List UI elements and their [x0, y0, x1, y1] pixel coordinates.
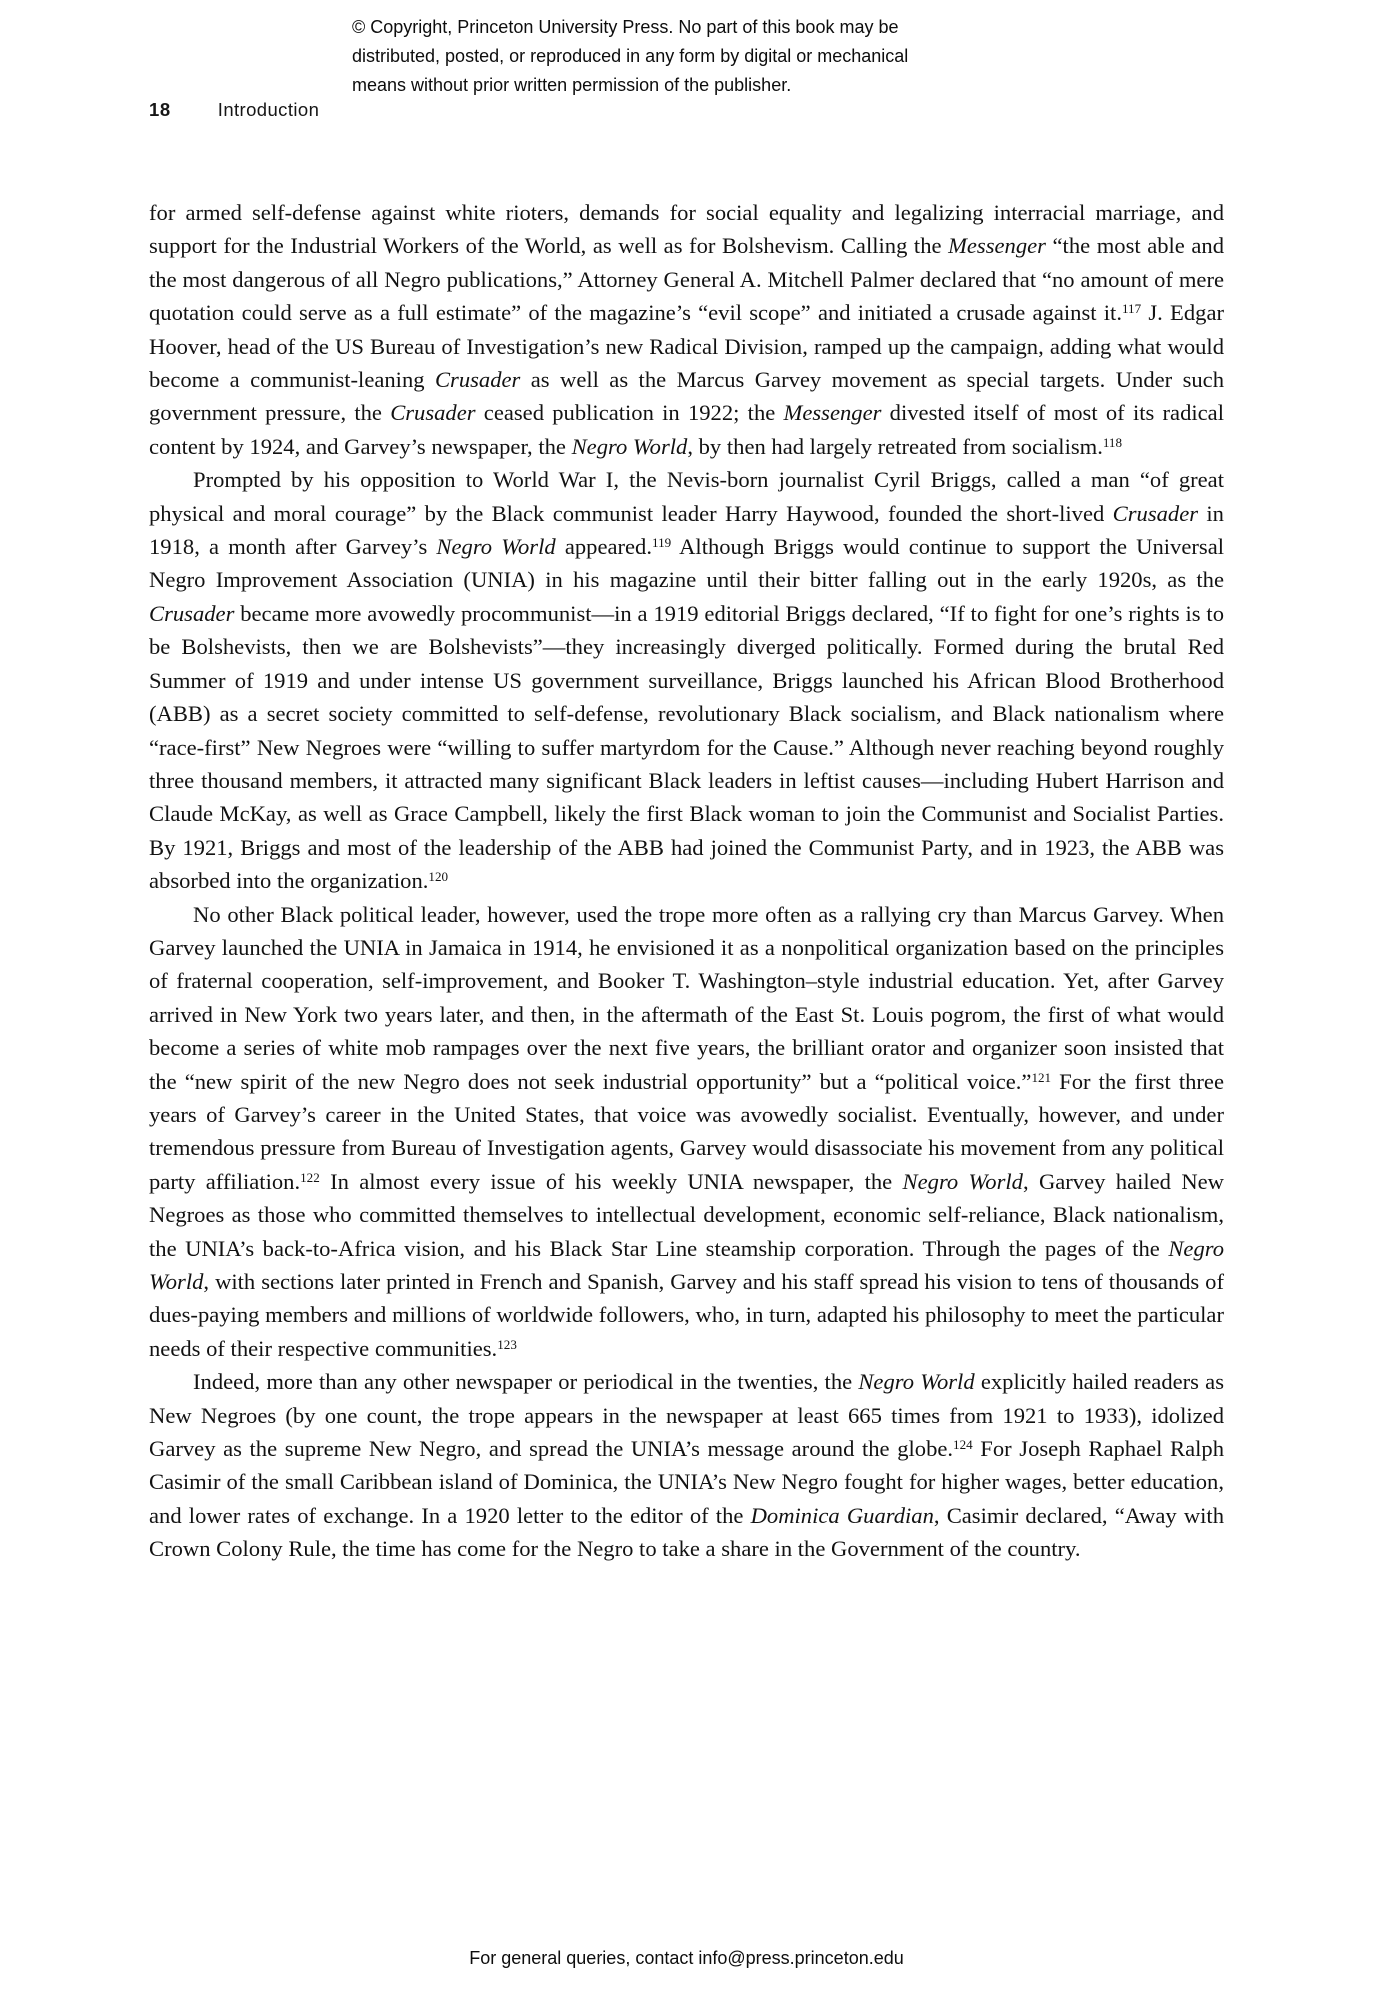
text-run: appeared. — [555, 534, 653, 560]
text-run: Messenger — [948, 233, 1046, 259]
text-run: Although Briggs would continue to support the Universal Negro Improvement Association (UNIA) in his magazine until their bitter falling out in the early 1920s, as the — [149, 534, 1224, 593]
running-head-title: Introduction — [217, 99, 320, 120]
page-number: 18 — [149, 99, 171, 120]
text-run: , Casimir declared, “Away with Crown Colony Rule, the time has come for the Negro to take a share in the Government of the country. — [149, 1502, 1224, 1562]
text-run: divested itself of most of its radical content by 1924, and Garvey’s newspaper, the — [149, 400, 1224, 459]
paragraph-1 — [149, 196, 1224, 463]
text-run: Negro World — [858, 1369, 975, 1395]
copyright-line-3: means without prior written permission of the publisher. — [352, 75, 792, 95]
footnote-ref-119: 119 — [652, 535, 672, 551]
text-run: Negro World — [571, 433, 688, 459]
body-text — [149, 196, 1224, 1566]
footnote-ref-117: 117 — [1121, 301, 1142, 317]
footnote-ref-118: 118 — [1102, 435, 1123, 451]
text-run: Indeed, more than any other newspaper or periodical in the twenties, the — [193, 1369, 859, 1395]
text-run: Negro World — [149, 1235, 1224, 1294]
footnote-ref-122: 122 — [300, 1169, 320, 1185]
footnote-ref-124: 124 — [953, 1437, 973, 1453]
text-run: J. Edgar Hoover, head of the US Bureau of Investigation’s new Radical Division, ramped up the campaign, adding what would become a communist-leaning — [149, 300, 1224, 393]
footnote-ref-120: 120 — [428, 869, 449, 885]
text-run: For Joseph Raphael Ralph Casimir of the small Caribbean island of Dominica, the UNIA’s New Negro fought for higher wages, better education, and lower rates of exchange. In a 1920 letter to the editor of the — [149, 1436, 1224, 1528]
text-run: explicitly hailed readers as New Negroes (by one count, the trope appears in the newspaper at least 665 times from 1921 to 1933), idolized Garvey as the supreme New Negro, and spread the UNIA’s message around the globe. — [149, 1369, 1224, 1462]
paragraph-3 — [149, 898, 1224, 1366]
text-run: In almost every issue of his weekly UNIA newspaper, the — [319, 1168, 903, 1194]
copyright-notice — [352, 13, 908, 100]
text-run: , with sections later printed in French and Spanish, Garvey and his staff spread his vision to tens of thousands of dues-paying members and millions of worldwide followers, who, in turn, adapted his philosophy to meet the particular needs of their respective communities. — [149, 1269, 1224, 1361]
text-run: Negro World — [902, 1168, 1023, 1194]
paragraph-2 — [149, 463, 1224, 897]
text-run: Crusader — [149, 600, 235, 626]
text-run: , by then had largely retreated from socialism. — [687, 433, 1103, 459]
text-run: ceased publication in 1922; the — [475, 400, 784, 426]
footer-query-text: For general queries, contact info@press.princeton.edu — [469, 1948, 904, 1968]
text-run: Crusader — [390, 400, 476, 426]
page-header — [149, 99, 319, 121]
text-run: Negro World — [436, 534, 556, 560]
text-run: Messenger — [783, 400, 882, 426]
copyright-line-2: distributed, posted, or reproduced in any form by digital or mechanical — [352, 46, 909, 66]
text-run: For the first three years of Garvey’s career in the United States, that voice was avowedly socialist. Eventually, however, and under tremendous pressure from Bureau of Investigation agents, Garvey would disassociate his movement from any political party affiliation. — [149, 1068, 1224, 1194]
text-run: for armed self-defense against white rioters, demands for social equality and legalizing interracial marriage, and support for the Industrial Workers of the World, as well as for Bolshevism. Calling the — [149, 200, 1224, 259]
text-run: Crusader — [434, 367, 521, 393]
text-run: in 1918, a month after Garvey’s — [149, 500, 1224, 560]
footnote-ref-123: 123 — [497, 1337, 517, 1352]
paragraph-4 — [149, 1365, 1224, 1565]
text-run: Dominica Guardian — [750, 1502, 934, 1528]
text-run: No other Black political leader, however, used the trope more often as a rallying cry than Marcus Garvey. When Garvey launched the UNIA in Jamaica in 1914, he envisioned it as a nonpolitical organization based on the principles of fraternal cooperation, self-improvement, and Booker T. Washington–style industrial education. Yet, after Garvey arrived in New York two years later, and then, in the aftermath of the East St. Louis pogrom, the first of what would become a series of white mob rampages over the next five years, the brilliant orator and organizer soon insisted that the “new spirit of the new Negro does not seek industrial opportunity” but a “political voice.” — [149, 901, 1224, 1094]
text-run: “the most able and the most dangerous of all Negro publications,” Attorney General A. Mitchell Palmer declared that “no amount of mere quotation could serve as a full estimate” of the magazine’s “evil scope” and initiated a crusade against it. — [149, 233, 1224, 326]
text-run: became more avowedly procommunist—in a 1919 editorial Briggs declared, “If to fight for one’s rights is to be Bolshevists, then we are Bolshevists”—they increasingly diverged politically. Formed during the brutal Red Summer of 1919 and under intense US government surveillance, Briggs launched his African Blood Brotherhood (ABB) as a secret society committed to self-defense, revolutionary Black socialism, and Black nationalism where “race-first” New Negroes were “willing to suffer martyrdom for the Cause.” Although never reaching beyond roughly three thousand members, it attracted many significant Black leaders in leftist causes—including Hubert Harrison and Claude McKay, as well as Grace Campbell, likely the first Black woman to join the Communist and Socialist Parties. By 1921, Briggs and most of the leadership of the ABB had joined the Communist Party, and in 1923, the ABB was absorbed into the organization. — [149, 600, 1224, 894]
text-run: Crusader — [1112, 500, 1199, 526]
page-footer — [149, 1948, 1224, 1969]
text-run: as well as the Marcus Garvey movement as special targets. Under such government pressure, the — [149, 367, 1224, 426]
text-run: , Garvey hailed New Negroes as those who committed themselves to intellectual development, economic self-reliance, Black nationalism, the UNIA’s back-to-Africa vision, and his Black Star Line steamship corporation. Through the pages of the — [149, 1168, 1224, 1261]
copyright-line-1: © Copyright, Princeton University Press. No part of this book may be — [352, 17, 899, 37]
text-run: Prompted by his opposition to World War I, the Nevis-born journalist Cyril Briggs, called a man “of great physical and moral courage” by the Black communist leader Harry Haywood, founded the short-lived — [149, 467, 1224, 526]
footnote-ref-121: 121 — [1031, 1069, 1052, 1085]
